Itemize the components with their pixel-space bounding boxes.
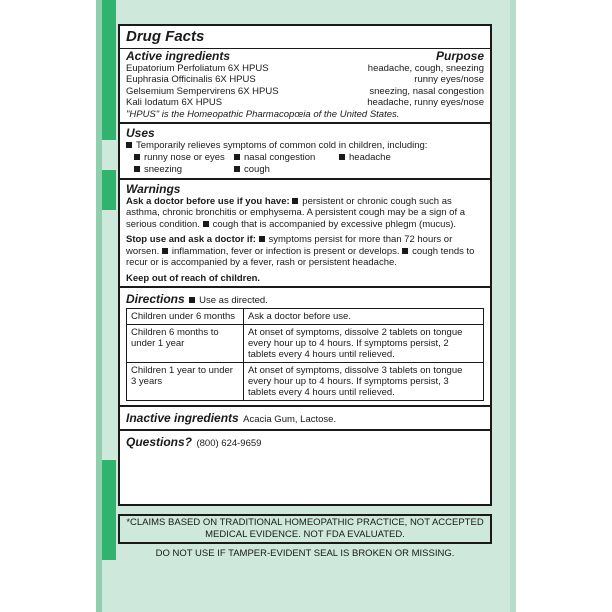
symptom-label: headache xyxy=(349,151,391,163)
active-ingredients-section xyxy=(120,49,490,124)
active-heading: Active ingredients xyxy=(126,49,231,63)
dose-cell: At onset of symptoms, dissolve 3 tablets on tongue every hour up to 4 hours. If symptoms persist, 3 tablets every 4 hours until relieved. xyxy=(244,363,484,401)
purpose-heading: Purpose xyxy=(435,49,484,63)
keep-away-text: Keep out of reach of children. xyxy=(126,272,261,284)
symptom-label: nasal congestion xyxy=(244,151,316,163)
bullet-icon xyxy=(234,154,240,160)
list-item xyxy=(134,164,234,176)
ingredient-name: Euphrasia Officinalis 6X HPUS xyxy=(126,74,256,85)
directions-table xyxy=(126,308,484,401)
ask-doctor-item: cough that is accompanied by excessive phlegm (mucus). xyxy=(212,218,457,230)
stop-use-label: Stop use and ask a doctor if: xyxy=(126,234,256,245)
age-cell: Children 1 year to under 3 years xyxy=(127,363,244,401)
stop-use-item: symptoms persist for more than 72 hours or worsen. xyxy=(126,234,453,257)
inactive-text: Acacia Gum, Lactose. xyxy=(243,414,337,425)
directions-heading: Directions xyxy=(126,292,185,306)
stop-use-item: cough tends to recur or is accompanied by a fever, rash or persistent headache. xyxy=(126,245,475,268)
ingredient-name: Gelsemium Sempervirens 6X HPUS xyxy=(126,85,279,97)
ingredient-purpose: headache, cough, sneezing xyxy=(367,62,484,74)
table-row xyxy=(127,309,484,325)
age-cell: Children 6 months to under 1 year xyxy=(127,325,244,363)
dose-cell: At onset of symptoms, dissolve 2 tablets on tongue every hour up to 4 hours. If symptoms persist, 2 tablets every 4 hours until relieved. xyxy=(244,325,484,363)
uses-heading: Uses xyxy=(126,126,155,140)
questions-heading: Questions? xyxy=(126,435,193,449)
bullet-icon xyxy=(292,198,298,204)
green-stripe xyxy=(102,170,116,210)
directions-section xyxy=(120,288,490,407)
phone-number: (800) 624-9659 xyxy=(196,438,262,449)
list-item xyxy=(234,164,339,176)
ingredient-row xyxy=(126,63,484,75)
inactive-heading: Inactive ingredients xyxy=(126,411,239,425)
ingredient-name: Kali Iodatum 6X HPUS xyxy=(126,97,223,108)
symptom-label: runny nose or eyes xyxy=(144,151,225,163)
list-item xyxy=(339,152,439,164)
ingredient-row xyxy=(126,97,484,109)
stop-use-item: inflammation, fever or infection is present or develops. xyxy=(171,245,400,257)
stop-use-text xyxy=(126,234,484,269)
warnings-section xyxy=(120,180,490,289)
symptom-label: cough xyxy=(244,163,270,175)
bullet-icon xyxy=(402,248,408,254)
age-cell: Children under 6 months xyxy=(127,309,244,325)
bullet-icon xyxy=(189,297,195,303)
list-item xyxy=(234,152,339,164)
directions-header xyxy=(126,290,484,308)
ingredient-purpose: runny eyes/nose xyxy=(414,74,484,85)
hpus-note: "HPUS" is the Homeopathic Pharmacopœia of the United States. xyxy=(126,108,400,120)
drug-facts-panel xyxy=(118,24,492,506)
bullet-icon xyxy=(203,221,209,227)
ingredient-purpose: headache, runny eyes/nose xyxy=(367,97,484,108)
uses-section xyxy=(120,124,490,180)
ingredient-name: Eupatorium Perfoliatum 6X HPUS xyxy=(126,62,269,74)
bullet-icon xyxy=(234,166,240,172)
ask-doctor-label: Ask a doctor before use if you have: xyxy=(126,195,290,207)
package-edge-right xyxy=(510,0,516,612)
page-title: Drug Facts xyxy=(126,28,205,45)
warnings-heading: Warnings xyxy=(126,181,181,196)
ingredient-purpose: sneezing, nasal congestion xyxy=(369,85,484,97)
bullet-icon xyxy=(134,154,140,160)
green-stripe xyxy=(102,460,116,560)
questions-section xyxy=(120,431,490,453)
bullet-icon xyxy=(339,154,345,160)
list-item xyxy=(134,152,234,164)
active-header xyxy=(126,51,484,63)
uses-intro-text: Temporarily relieves symptoms of common cold in children, including: xyxy=(136,140,428,151)
ask-doctor-item: persistent or chronic cough such as asthma, chronic bronchitis or emphysema. A persistent cough may be a sign of a serious condition. xyxy=(126,195,466,230)
dose-cell: Ask a doctor before use. xyxy=(244,309,484,325)
ask-doctor-text xyxy=(126,196,484,231)
directions-intro xyxy=(189,295,268,306)
uses-intro xyxy=(126,140,484,152)
tamper-warning: DO NOT USE IF TAMPER-EVIDENT SEAL IS BROKEN OR MISSING. xyxy=(155,548,455,559)
ingredient-row xyxy=(126,86,484,98)
ingredient-row xyxy=(126,74,484,86)
directions-intro-text: Use as directed. xyxy=(199,295,268,306)
inactive-section xyxy=(120,407,490,431)
bullet-icon xyxy=(126,142,132,148)
bullet-icon xyxy=(134,166,140,172)
claims-box: *CLAIMS BASED ON TRADITIONAL HOMEOPATHIC PRACTICE, NOT ACCEPTED MEDICAL EVIDENCE. NOT FDA EVALUATED. xyxy=(118,514,492,544)
symptom-list xyxy=(134,152,484,176)
table-row xyxy=(127,325,484,363)
title-section xyxy=(120,26,490,49)
bullet-icon xyxy=(162,248,168,254)
symptom-label: sneezing xyxy=(144,163,183,175)
table-row xyxy=(127,363,484,401)
green-stripe xyxy=(102,0,116,140)
bullet-icon xyxy=(259,236,265,242)
